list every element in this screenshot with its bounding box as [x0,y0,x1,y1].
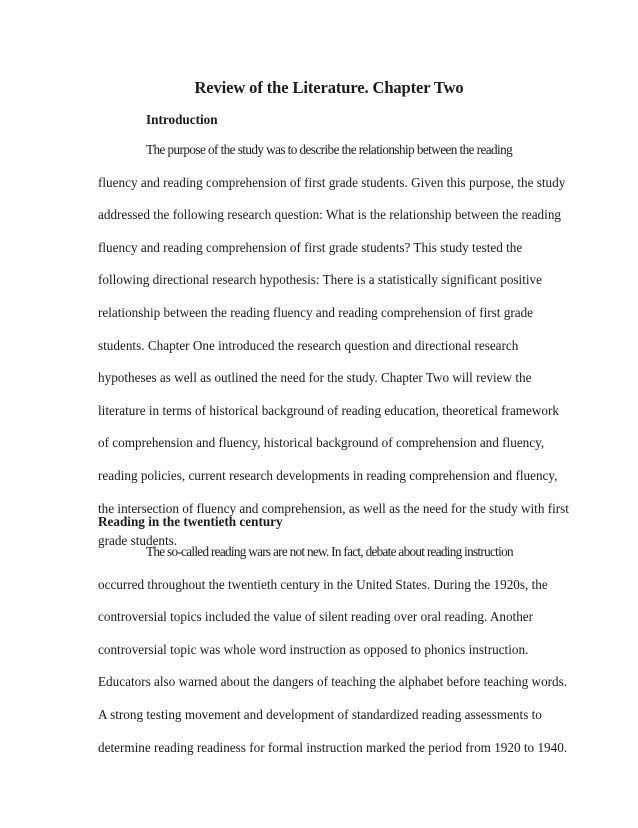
text-line: students. Chapter One introduced the research question and directional research [98,337,519,353]
text-line: occurred throughout the twentieth century in the United States. During the 1920s, the [98,576,548,592]
text-line: Educators also warned about the dangers of teaching the alphabet before teaching words. [98,674,568,690]
text-line: controversial topic was whole word instruction as opposed to phonics instruction. [98,641,529,657]
text-line: The purpose of the study was to describe the relationship between the reading [146,142,513,157]
text-line: of comprehension and fluency, historical background of comprehension and fluency, [98,435,545,451]
text-line: A strong testing movement and development of standardized reading assessments to [98,706,542,722]
text-line: determine reading readiness for formal instruction marked the period from 1920 to 1940. [98,739,568,755]
text-line: fluency and reading comprehension of first grade students? This study tested the [98,239,523,255]
text-line: relationship between the reading fluency and reading comprehension of first grade [98,304,534,320]
section-heading-introduction: Introduction [146,112,218,127]
chapter-title: Review of the Literature. Chapter Two [194,78,464,97]
text-line: fluency and reading comprehension of first grade students. Given this purpose, the study [98,174,566,190]
section-heading-twentieth-century: Reading in the twentieth century [98,514,283,529]
text-line: literature in terms of historical background of reading education, theoretical framework [98,402,560,418]
text-line: addressed the following research question: What is the relationship between the reading [98,207,562,223]
text-line: following directional research hypothesis: There is a statistically significant positive [98,272,542,288]
paragraph-introduction [98,134,569,558]
paragraph-twentieth-century [98,536,568,764]
text-line: grade students. [98,533,178,549]
text-line: The so-called reading wars are not new. In fact, debate about reading instruction [146,544,513,559]
text-line: the intersection of fluency and comprehension, as well as the need for the study with first [98,500,569,516]
text-line: reading policies, current research developments in reading comprehension and fluency, [98,467,558,483]
text-line: controversial topics included the value of silent reading over oral reading. Another [98,609,534,625]
text-line: hypotheses as well as outlined the need for the study. Chapter Two will review the [98,370,532,386]
